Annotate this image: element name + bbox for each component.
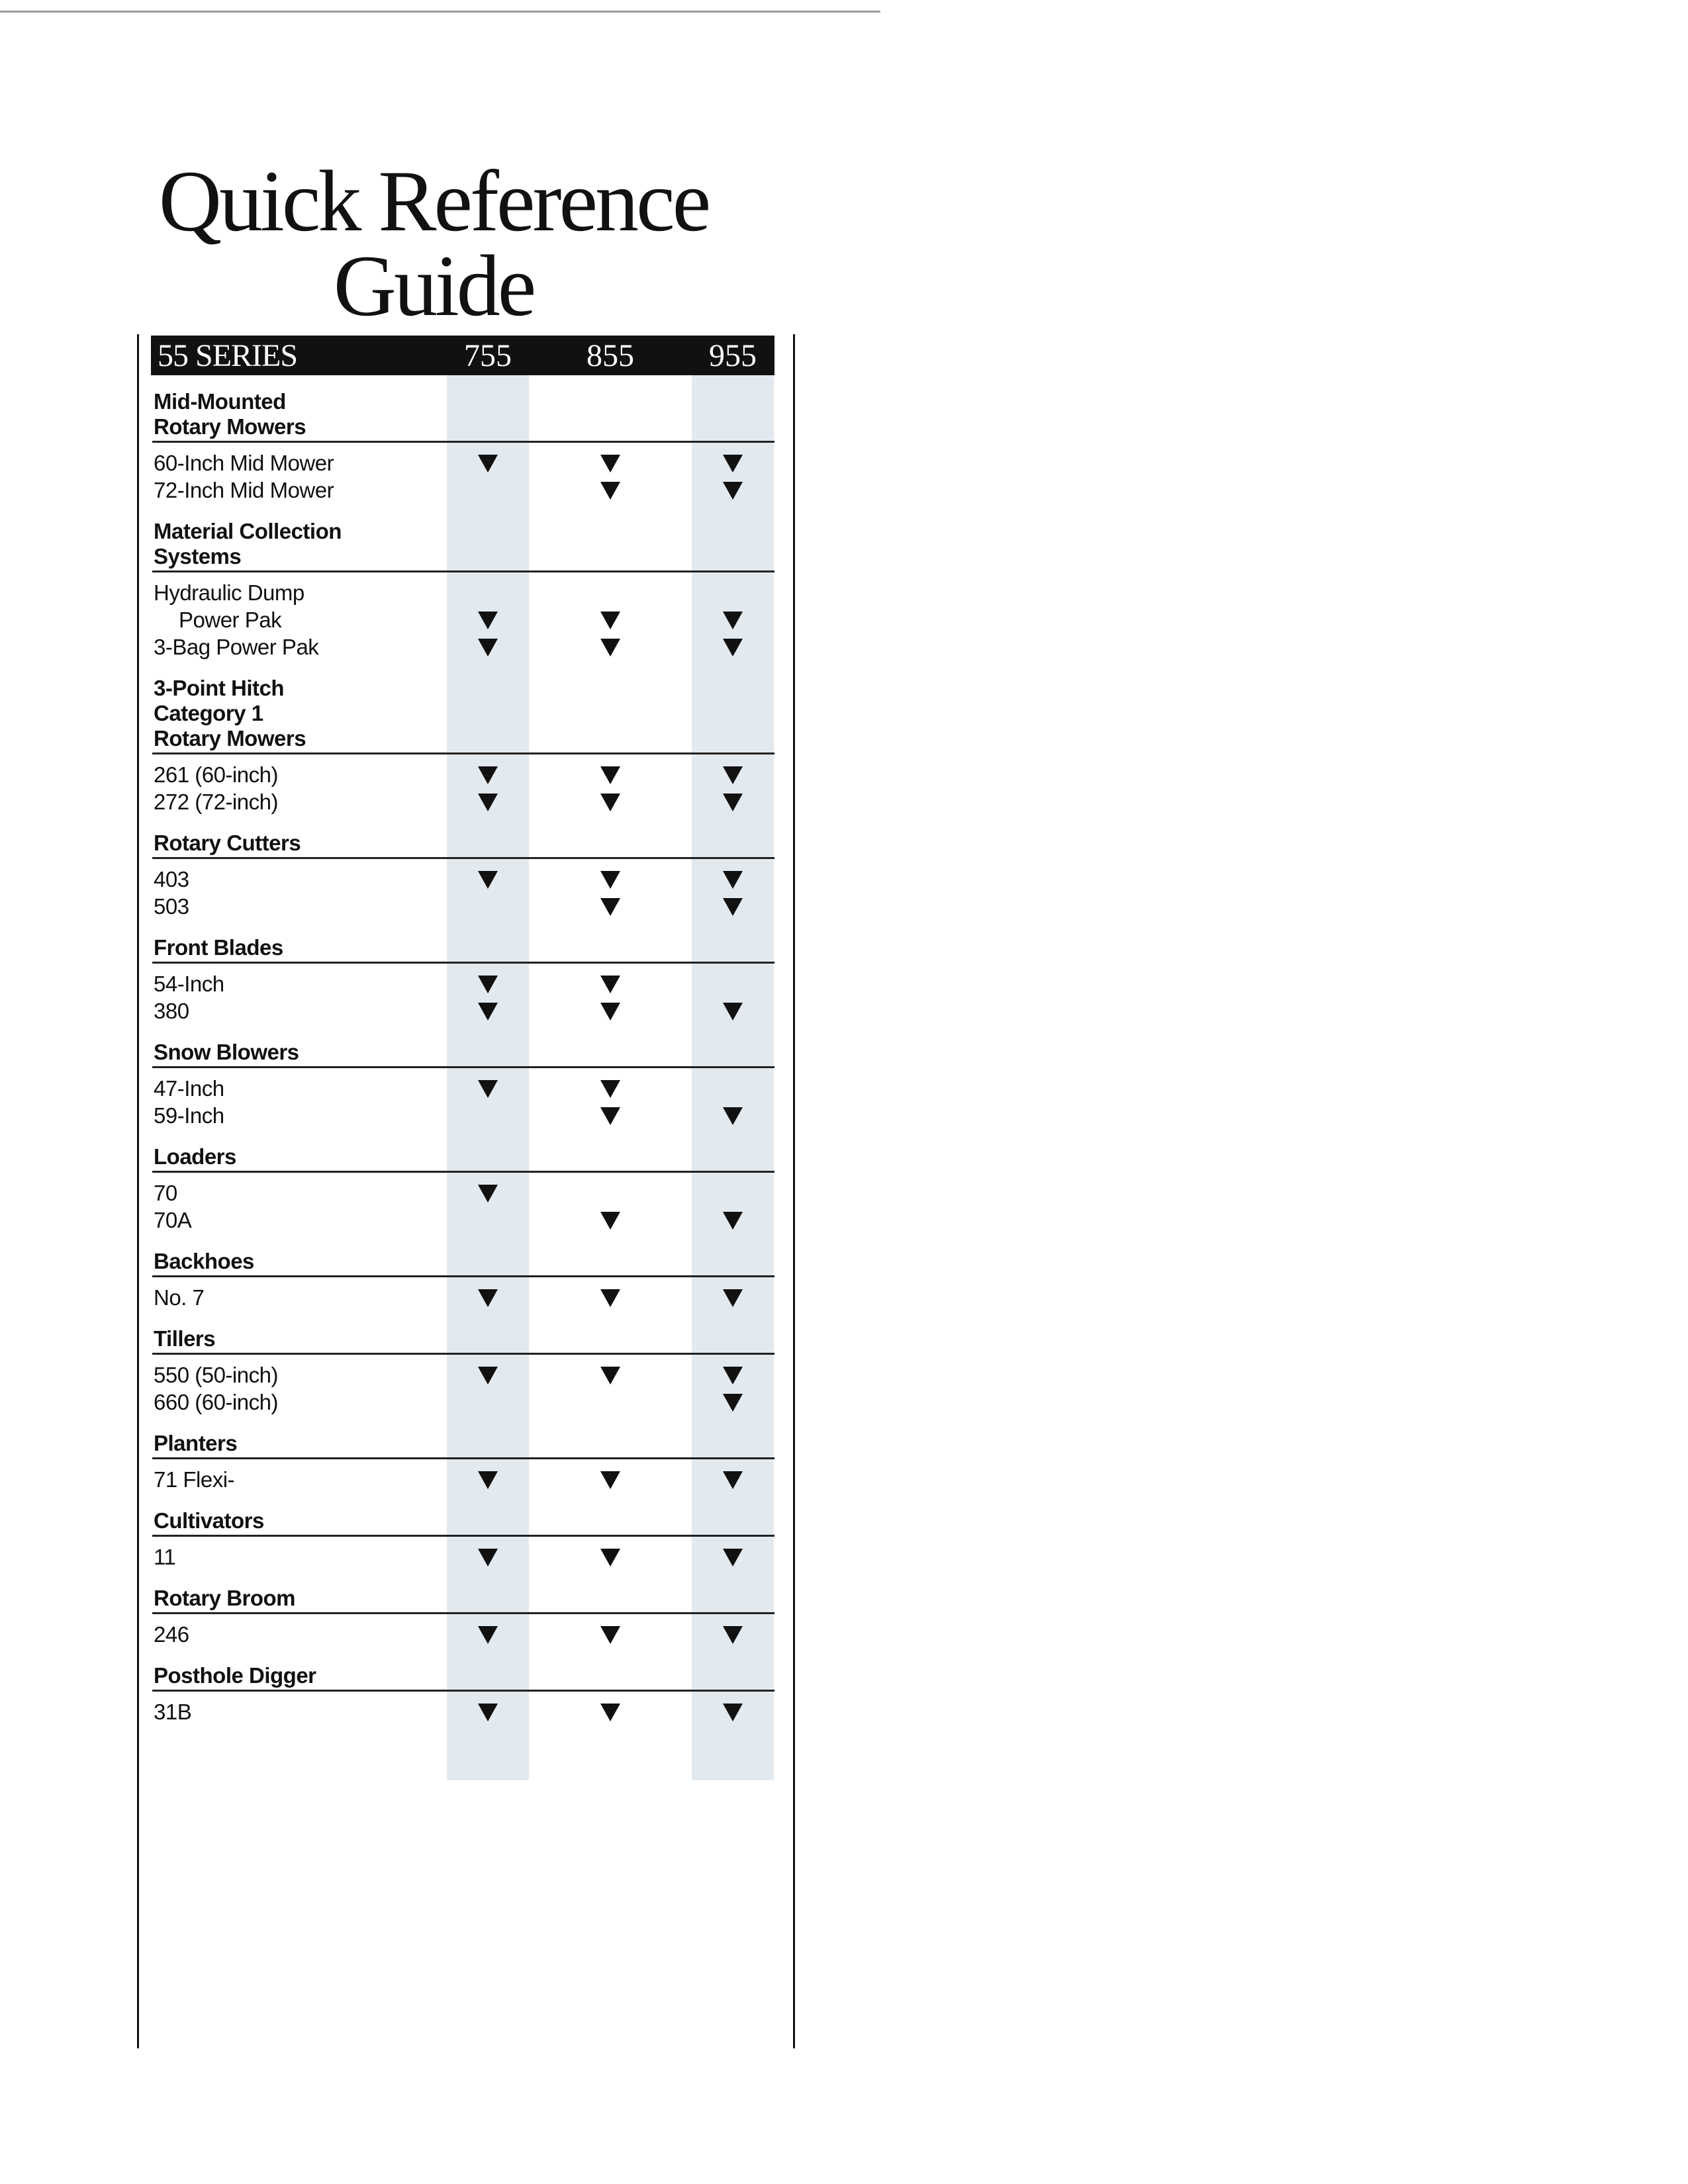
row-label: Power Pak <box>179 608 282 632</box>
availability-marker-icon <box>478 1289 498 1307</box>
column-band-755 <box>447 375 529 1780</box>
category-heading: Rotary Broom <box>154 1586 296 1610</box>
availability-marker-icon <box>478 1080 498 1098</box>
availability-marker-icon <box>723 1626 743 1644</box>
availability-marker-icon <box>600 1626 620 1644</box>
section-divider <box>152 1690 774 1692</box>
availability-marker-icon <box>478 639 498 657</box>
category-heading: Rotary Mowers <box>154 726 306 751</box>
availability-marker-icon <box>723 482 743 500</box>
column-header-955: 955 <box>709 338 757 373</box>
category-heading: Front Blades <box>154 935 283 960</box>
table-header <box>151 336 774 375</box>
section-divider <box>152 570 774 572</box>
left-border-line <box>137 334 139 2048</box>
row-label: Hydraulic Dump <box>154 580 305 605</box>
availability-marker-icon <box>600 1080 620 1098</box>
availability-marker-icon <box>723 1704 743 1721</box>
row-label: 60-Inch Mid Mower <box>154 451 334 475</box>
section-divider <box>152 1275 774 1277</box>
availability-marker-icon <box>478 1003 498 1021</box>
availability-marker-icon <box>600 1367 620 1385</box>
category-heading: Systems <box>154 544 242 569</box>
category-heading: Backhoes <box>154 1249 254 1273</box>
availability-marker-icon <box>723 1289 743 1307</box>
availability-marker-icon <box>600 1212 620 1230</box>
availability-marker-icon <box>723 871 743 889</box>
row-label: 660 (60-inch) <box>154 1390 278 1414</box>
availability-marker-icon <box>600 612 620 629</box>
category-heading: 3-Point Hitch <box>154 676 284 700</box>
availability-marker-icon <box>600 482 620 500</box>
page-title: Quick Reference <box>158 152 709 250</box>
availability-marker-icon <box>600 1107 620 1125</box>
availability-marker-icon <box>723 1549 743 1567</box>
availability-marker-icon <box>723 612 743 629</box>
row-label: 59-Inch <box>154 1103 224 1128</box>
right-border-line <box>793 334 795 2048</box>
row-label: 54-Inch <box>154 972 224 996</box>
category-heading: Tillers <box>154 1326 216 1351</box>
availability-marker-icon <box>478 1185 498 1203</box>
section-divider <box>152 1457 774 1459</box>
availability-marker-icon <box>723 1367 743 1385</box>
row-label: 272 (72-inch) <box>154 790 278 814</box>
section-divider <box>152 1066 774 1068</box>
category-heading: Material Collection <box>154 519 342 543</box>
row-label: 503 <box>154 894 189 919</box>
row-label: 31B <box>154 1700 192 1724</box>
row-label: 380 <box>154 999 189 1023</box>
availability-marker-icon <box>478 766 498 784</box>
row-label: 47-Inch <box>154 1076 224 1101</box>
category-heading: Category 1 <box>154 701 263 725</box>
section-divider <box>152 962 774 964</box>
row-label: 71 Flexi- <box>154 1467 235 1492</box>
availability-marker-icon <box>600 455 620 473</box>
availability-marker-icon <box>723 1003 743 1021</box>
availability-marker-icon <box>478 794 498 811</box>
series-label: 55 SERIES <box>158 338 298 373</box>
availability-marker-icon <box>600 898 620 916</box>
availability-marker-icon <box>600 976 620 993</box>
availability-marker-icon <box>723 766 743 784</box>
availability-marker-icon <box>723 794 743 811</box>
column-header-855: 855 <box>586 338 634 373</box>
availability-marker-icon <box>478 1626 498 1644</box>
section-divider <box>152 752 774 754</box>
category-heading: Loaders <box>154 1144 236 1169</box>
row-label: 403 <box>154 867 189 891</box>
row-label: No. 7 <box>154 1285 205 1310</box>
availability-marker-icon <box>600 1003 620 1021</box>
availability-marker-icon <box>600 794 620 811</box>
section-divider <box>152 857 774 859</box>
availability-marker-icon <box>723 1212 743 1230</box>
row-label: 72-Inch Mid Mower <box>154 478 334 502</box>
category-heading: Cultivators <box>154 1508 264 1533</box>
category-heading: Planters <box>154 1431 238 1455</box>
availability-marker-icon <box>600 1704 620 1721</box>
availability-marker-icon <box>723 639 743 657</box>
category-heading: Posthole Digger <box>154 1663 316 1688</box>
column-band-955 <box>692 375 774 1780</box>
availability-marker-icon <box>600 1289 620 1307</box>
availability-marker-icon <box>478 1704 498 1721</box>
row-label: 3-Bag Power Pak <box>154 635 319 659</box>
availability-marker-icon <box>478 1471 498 1489</box>
availability-marker-icon <box>478 455 498 473</box>
category-heading: Mid-Mounted <box>154 389 286 414</box>
section-divider <box>152 1535 774 1537</box>
section-divider <box>152 441 774 443</box>
category-heading: Snow Blowers <box>154 1040 299 1064</box>
row-label: 70 <box>154 1181 177 1205</box>
row-label: 11 <box>154 1545 176 1569</box>
availability-marker-icon <box>478 976 498 993</box>
availability-marker-icon <box>600 766 620 784</box>
availability-marker-icon <box>478 612 498 629</box>
row-label: 550 (50-inch) <box>154 1363 278 1387</box>
page-title-line-2: Guide <box>333 237 534 334</box>
section-divider <box>152 1353 774 1355</box>
availability-marker-icon <box>600 871 620 889</box>
row-label: 70A <box>154 1208 192 1232</box>
availability-marker-icon <box>723 1107 743 1125</box>
top-rule <box>0 11 880 13</box>
availability-marker-icon <box>478 1549 498 1567</box>
row-label: 261 (60-inch) <box>154 762 278 787</box>
availability-marker-icon <box>723 1471 743 1489</box>
availability-marker-icon <box>723 1394 743 1412</box>
category-heading: Rotary Cutters <box>154 831 301 855</box>
availability-marker-icon <box>600 1549 620 1567</box>
row-label: 246 <box>154 1622 189 1647</box>
section-divider <box>152 1171 774 1173</box>
availability-marker-icon <box>478 1367 498 1385</box>
availability-marker-icon <box>723 898 743 916</box>
column-header-755: 755 <box>464 338 512 373</box>
availability-marker-icon <box>723 455 743 473</box>
section-divider <box>152 1612 774 1614</box>
availability-marker-icon <box>478 871 498 889</box>
availability-marker-icon <box>600 1471 620 1489</box>
category-heading: Rotary Mowers <box>154 414 306 439</box>
availability-marker-icon <box>600 639 620 657</box>
